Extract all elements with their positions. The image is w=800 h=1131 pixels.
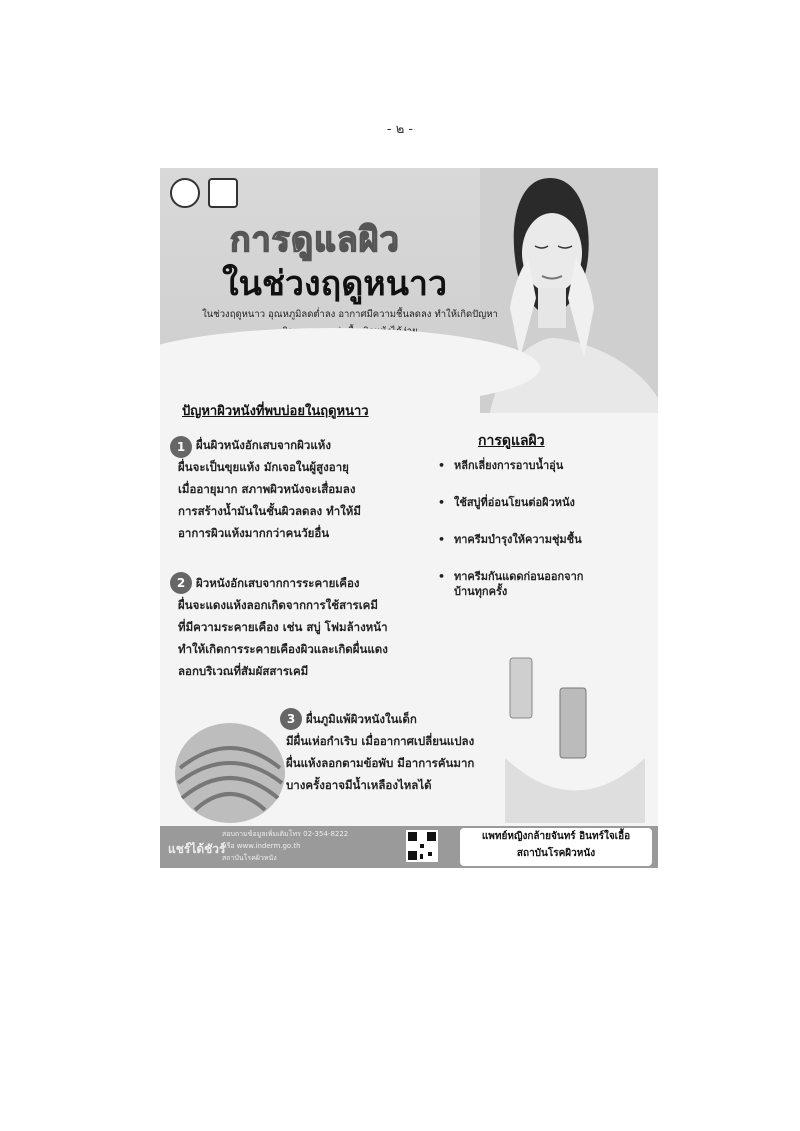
care-item: • ใช้สบู่ที่อ่อนโยนต่อผิวหนัง: [438, 495, 653, 510]
problem-1-line: การสร้างน้ำมันในชั้นผิวลดลง ทำให้มี: [178, 504, 361, 518]
problem-1-title: ผื่นผิวหนังอักเสบจากผิวแห้ง: [196, 438, 331, 452]
problem-number-1: 1: [170, 436, 192, 458]
problem-2-line: ลอกบริเวณที่สัมผัสสารเคมี: [178, 664, 309, 678]
problems-heading: ปัญหาผิวหนังที่พบบ่อยในฤดูหนาว: [182, 404, 369, 419]
qr-code-icon: [406, 830, 438, 862]
problem-1: [178, 434, 438, 544]
problem-2-line: ที่มีความระคายเคือง เช่น สบู่ โฟมล้างหน้า: [178, 620, 388, 634]
institute-logo-icon: [208, 178, 238, 208]
ministry-logo-icon: [170, 178, 200, 208]
contact-info: [222, 828, 348, 864]
problem-1-line: ผื่นจะเป็นขุยแห้ง มักเจอในผู้สูงอายุ: [178, 460, 349, 474]
skincare-products-image: [500, 648, 650, 823]
contact-line: สถาบันโรคผิวหนัง: [222, 854, 277, 862]
contact-line: หรือ www.inderm.go.th: [222, 842, 301, 850]
problem-number-3: 3: [280, 708, 302, 730]
contact-line: สอบถามข้อมูลเพิ่มเติมโทร 02-354-8222: [222, 830, 349, 838]
problem-3-title: ผื่นภูมิแพ้ผิวหนังในเด็ก: [306, 712, 417, 726]
doctor-institute: สถาบันโรคผิวหนัง: [516, 848, 596, 859]
pine-cone-image: [160, 708, 300, 828]
poster-title-line1: การดูแลผิว: [230, 220, 400, 260]
problem-3-line: ผื่นแห้งลอกตามข้อพับ มีอาการคันมาก: [286, 756, 475, 770]
doctor-credit: [460, 828, 652, 866]
poster-title-line2: ในช่วงฤดูหนาว: [222, 264, 448, 304]
problem-2-line: ทำให้เกิดการระคายเคืองผิวและเกิดผื่นแดง: [178, 642, 388, 656]
problem-3-line: บางครั้งอาจมีน้ำเหลืองไหลได้: [286, 778, 432, 792]
poster-intro: ในช่วงฤดูหนาว อุณหภูมิลดต่ำลง อากาศมีความชื้นลดลง ทำให้เกิดปัญหา: [202, 309, 498, 320]
skin-care-poster: [160, 168, 658, 868]
poster-footer: [160, 826, 658, 868]
care-item: • ทาครีมกันแดดก่อนออกจากบ้านทุกครั้ง: [438, 569, 604, 599]
page-number: - ๒ -: [386, 122, 414, 137]
care-heading: การดูแลผิว: [478, 433, 545, 449]
care-list: [438, 458, 653, 621]
problem-number-2: 2: [170, 572, 192, 594]
problem-1-line: อาการผิวแห้งมากกว่าคนวัยอื่น: [178, 526, 330, 540]
brand-label: แชร์ได้ชัวร์: [168, 842, 226, 856]
problem-3-line: มีผื่นเห่อกำเริบ เมื่ออากาศเปลี่ยนแปลง: [286, 734, 475, 748]
problem-1-line: เมื่ออายุมาก สภาพผิวหนังจะเสื่อมลง: [178, 482, 356, 496]
doctor-name: แพทย์หญิงกล้ายจันทร์ อินทร์ใจเอื้อ: [481, 831, 631, 842]
care-item: • ทาครีมบำรุงให้ความชุ่มชื้น: [438, 532, 653, 547]
problem-2: [178, 572, 438, 682]
care-item: • หลีกเลี่ยงการอาบน้ำอุ่น: [438, 458, 653, 473]
problem-2-line: ผื่นจะแดงแห้งลอกเกิดจากการใช้สารเคมี: [178, 598, 378, 612]
problem-2-title: ผิวหนังอักเสบจากการระคายเคือง: [196, 576, 360, 590]
